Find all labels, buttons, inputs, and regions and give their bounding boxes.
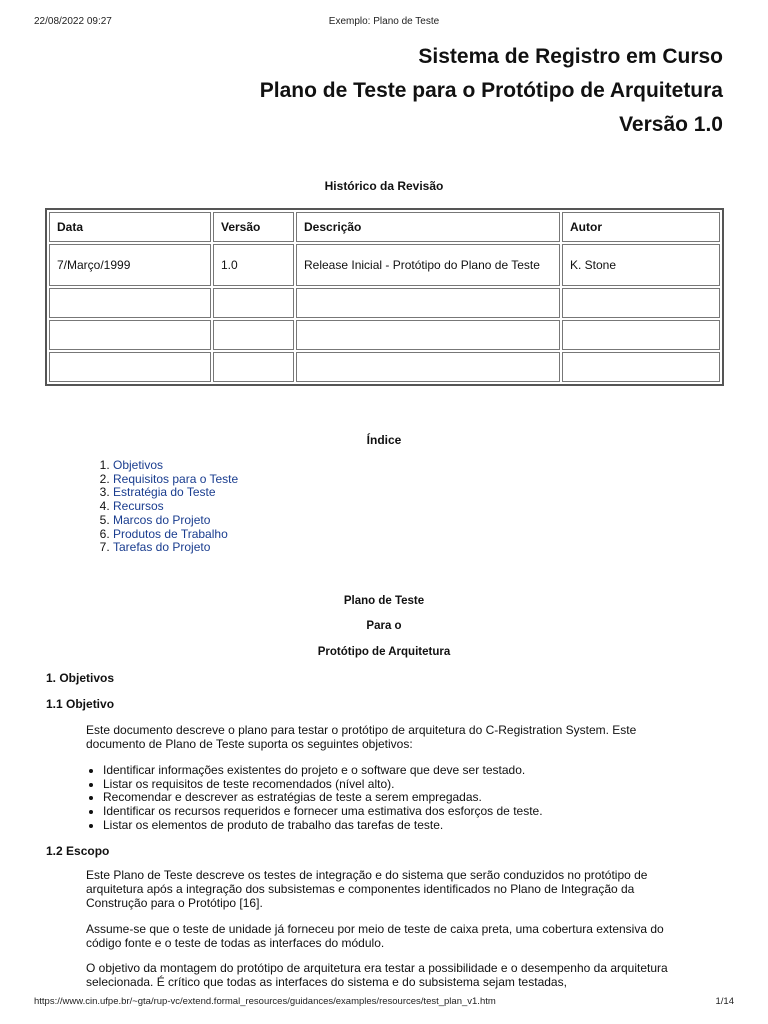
toc-link-estrategia[interactable]: Estratégia do Teste bbox=[113, 485, 216, 500]
plan-title: Plano de Teste para o Protótipo de Arquitetura bbox=[259, 79, 723, 102]
toc-item bbox=[113, 473, 238, 487]
escopo-paragraph-2: Assume-se que o teste de unidade já forneceu por meio de teste de caixa preta, uma cobertura extensiva do código fonte e o teste de todas as interfaces do módulo. bbox=[86, 922, 664, 950]
cell-author: K. Stone bbox=[562, 244, 720, 286]
toc-link-objetivos[interactable]: Objetivos bbox=[113, 458, 164, 472]
cell-author bbox=[562, 320, 720, 350]
toc-item bbox=[113, 541, 238, 555]
cell-description bbox=[296, 288, 560, 318]
objetivo-intro: Este documento descreve o plano para testar o protótipo de arquitetura do C-Registration System. Este documento de Plano de Teste suporta os seguintes objetivos: bbox=[86, 723, 637, 751]
page-url: https://www.cin.ufpe.br/~gta/rup-vc/extend.formal_resources/guidances/examples/resources/test_plan_v1.htm bbox=[34, 996, 496, 1007]
table-row bbox=[49, 352, 720, 382]
print-page-title: Exemplo: Plano de Teste bbox=[328, 16, 440, 27]
cell-description bbox=[296, 244, 560, 286]
plan-heading-line-1: Plano de Teste bbox=[343, 595, 425, 607]
list-item: • Listar os requisitos de teste recomendados (nível alto). bbox=[103, 778, 703, 792]
cell-description-text: Release Inicial - Protótipo do Plano de Teste bbox=[304, 258, 540, 272]
page-number: 1/14 bbox=[715, 996, 734, 1007]
cell-description bbox=[296, 352, 560, 382]
toc-item bbox=[113, 486, 238, 500]
print-footer bbox=[34, 996, 734, 1012]
column-header-date: Data bbox=[49, 212, 211, 242]
cell-author bbox=[562, 288, 720, 318]
cell-description bbox=[296, 320, 560, 350]
revision-history-heading: Histórico da Revisão bbox=[324, 179, 444, 193]
column-header-description: Descrição bbox=[296, 212, 560, 242]
toc-item bbox=[113, 514, 238, 528]
revision-history-table bbox=[45, 208, 724, 386]
cell-version bbox=[213, 352, 294, 382]
table-row bbox=[49, 320, 720, 350]
subsection-heading-objetivo: 1.1 Objetivo bbox=[46, 697, 115, 711]
table-of-contents bbox=[88, 459, 238, 555]
section-heading-objetivos: 1. Objetivos bbox=[46, 671, 115, 685]
document-titles bbox=[260, 40, 723, 142]
toc-link-marcos[interactable]: Marcos do Projeto bbox=[113, 512, 211, 527]
list-item: • Identificar os recursos requeridos e fornecer uma estimativa dos esforços de teste. bbox=[103, 805, 703, 819]
system-title: Sistema de Registro em Curso bbox=[418, 45, 723, 68]
toc-link-requisitos[interactable]: Requisitos para o Teste bbox=[113, 471, 239, 486]
cell-date bbox=[49, 320, 211, 350]
cell-date bbox=[49, 288, 211, 318]
toc-item bbox=[113, 500, 238, 514]
toc-link-produtos[interactable]: Produtos de Trabalho bbox=[113, 526, 228, 541]
toc-heading: Índice bbox=[366, 433, 402, 447]
print-datetime: 22/08/2022 09:27 bbox=[34, 16, 112, 27]
toc-link-recursos[interactable]: Recursos bbox=[113, 499, 164, 514]
print-header bbox=[34, 16, 734, 32]
table-header-row bbox=[49, 212, 720, 242]
cell-date: 7/Março/1999 bbox=[49, 244, 211, 286]
table-row bbox=[49, 288, 720, 318]
cell-version bbox=[213, 288, 294, 318]
list-item: • Recomendar e descrever as estratégias de teste a serem empregadas. bbox=[103, 791, 703, 805]
subsection-heading-escopo: 1.2 Escopo bbox=[46, 844, 110, 858]
toc-item bbox=[113, 528, 238, 542]
escopo-paragraph-1: Este Plano de Teste descreve os testes de integração e do sistema que serão conduzidos no protótipo de arquitetura após a integração dos subsistemas e componentes identificados no Plano de Integração da Construção para o Protótipo [16]. bbox=[86, 868, 648, 910]
escopo-paragraph-3: O objetivo da montagem do protótipo de arquitetura era testar a possibilidade e o desempenho da arquitetura selecionada. É crítico que todas as interfaces do sistema e do subsistema sejam testadas, bbox=[86, 961, 668, 989]
plan-heading-line-3: Protótipo de Arquitetura bbox=[317, 646, 451, 658]
toc-item bbox=[113, 459, 238, 473]
cell-author bbox=[562, 352, 720, 382]
cell-version bbox=[213, 320, 294, 350]
list-item: • Identificar informações existentes do projeto e o software que deve ser testado. bbox=[103, 764, 703, 778]
objectives-list bbox=[86, 764, 703, 833]
table-row bbox=[49, 244, 720, 286]
version-title: Versão 1.0 bbox=[619, 113, 723, 136]
toc-link-tarefas[interactable]: Tarefas do Projeto bbox=[113, 540, 211, 555]
column-header-version: Versão bbox=[213, 212, 294, 242]
plan-heading-line-2: Para o bbox=[366, 620, 402, 632]
list-item: • Listar os elementos de produto de trabalho das tarefas de teste. bbox=[103, 819, 703, 833]
column-header-author: Autor bbox=[562, 212, 720, 242]
cell-version: 1.0 bbox=[213, 244, 294, 286]
cell-date bbox=[49, 352, 211, 382]
